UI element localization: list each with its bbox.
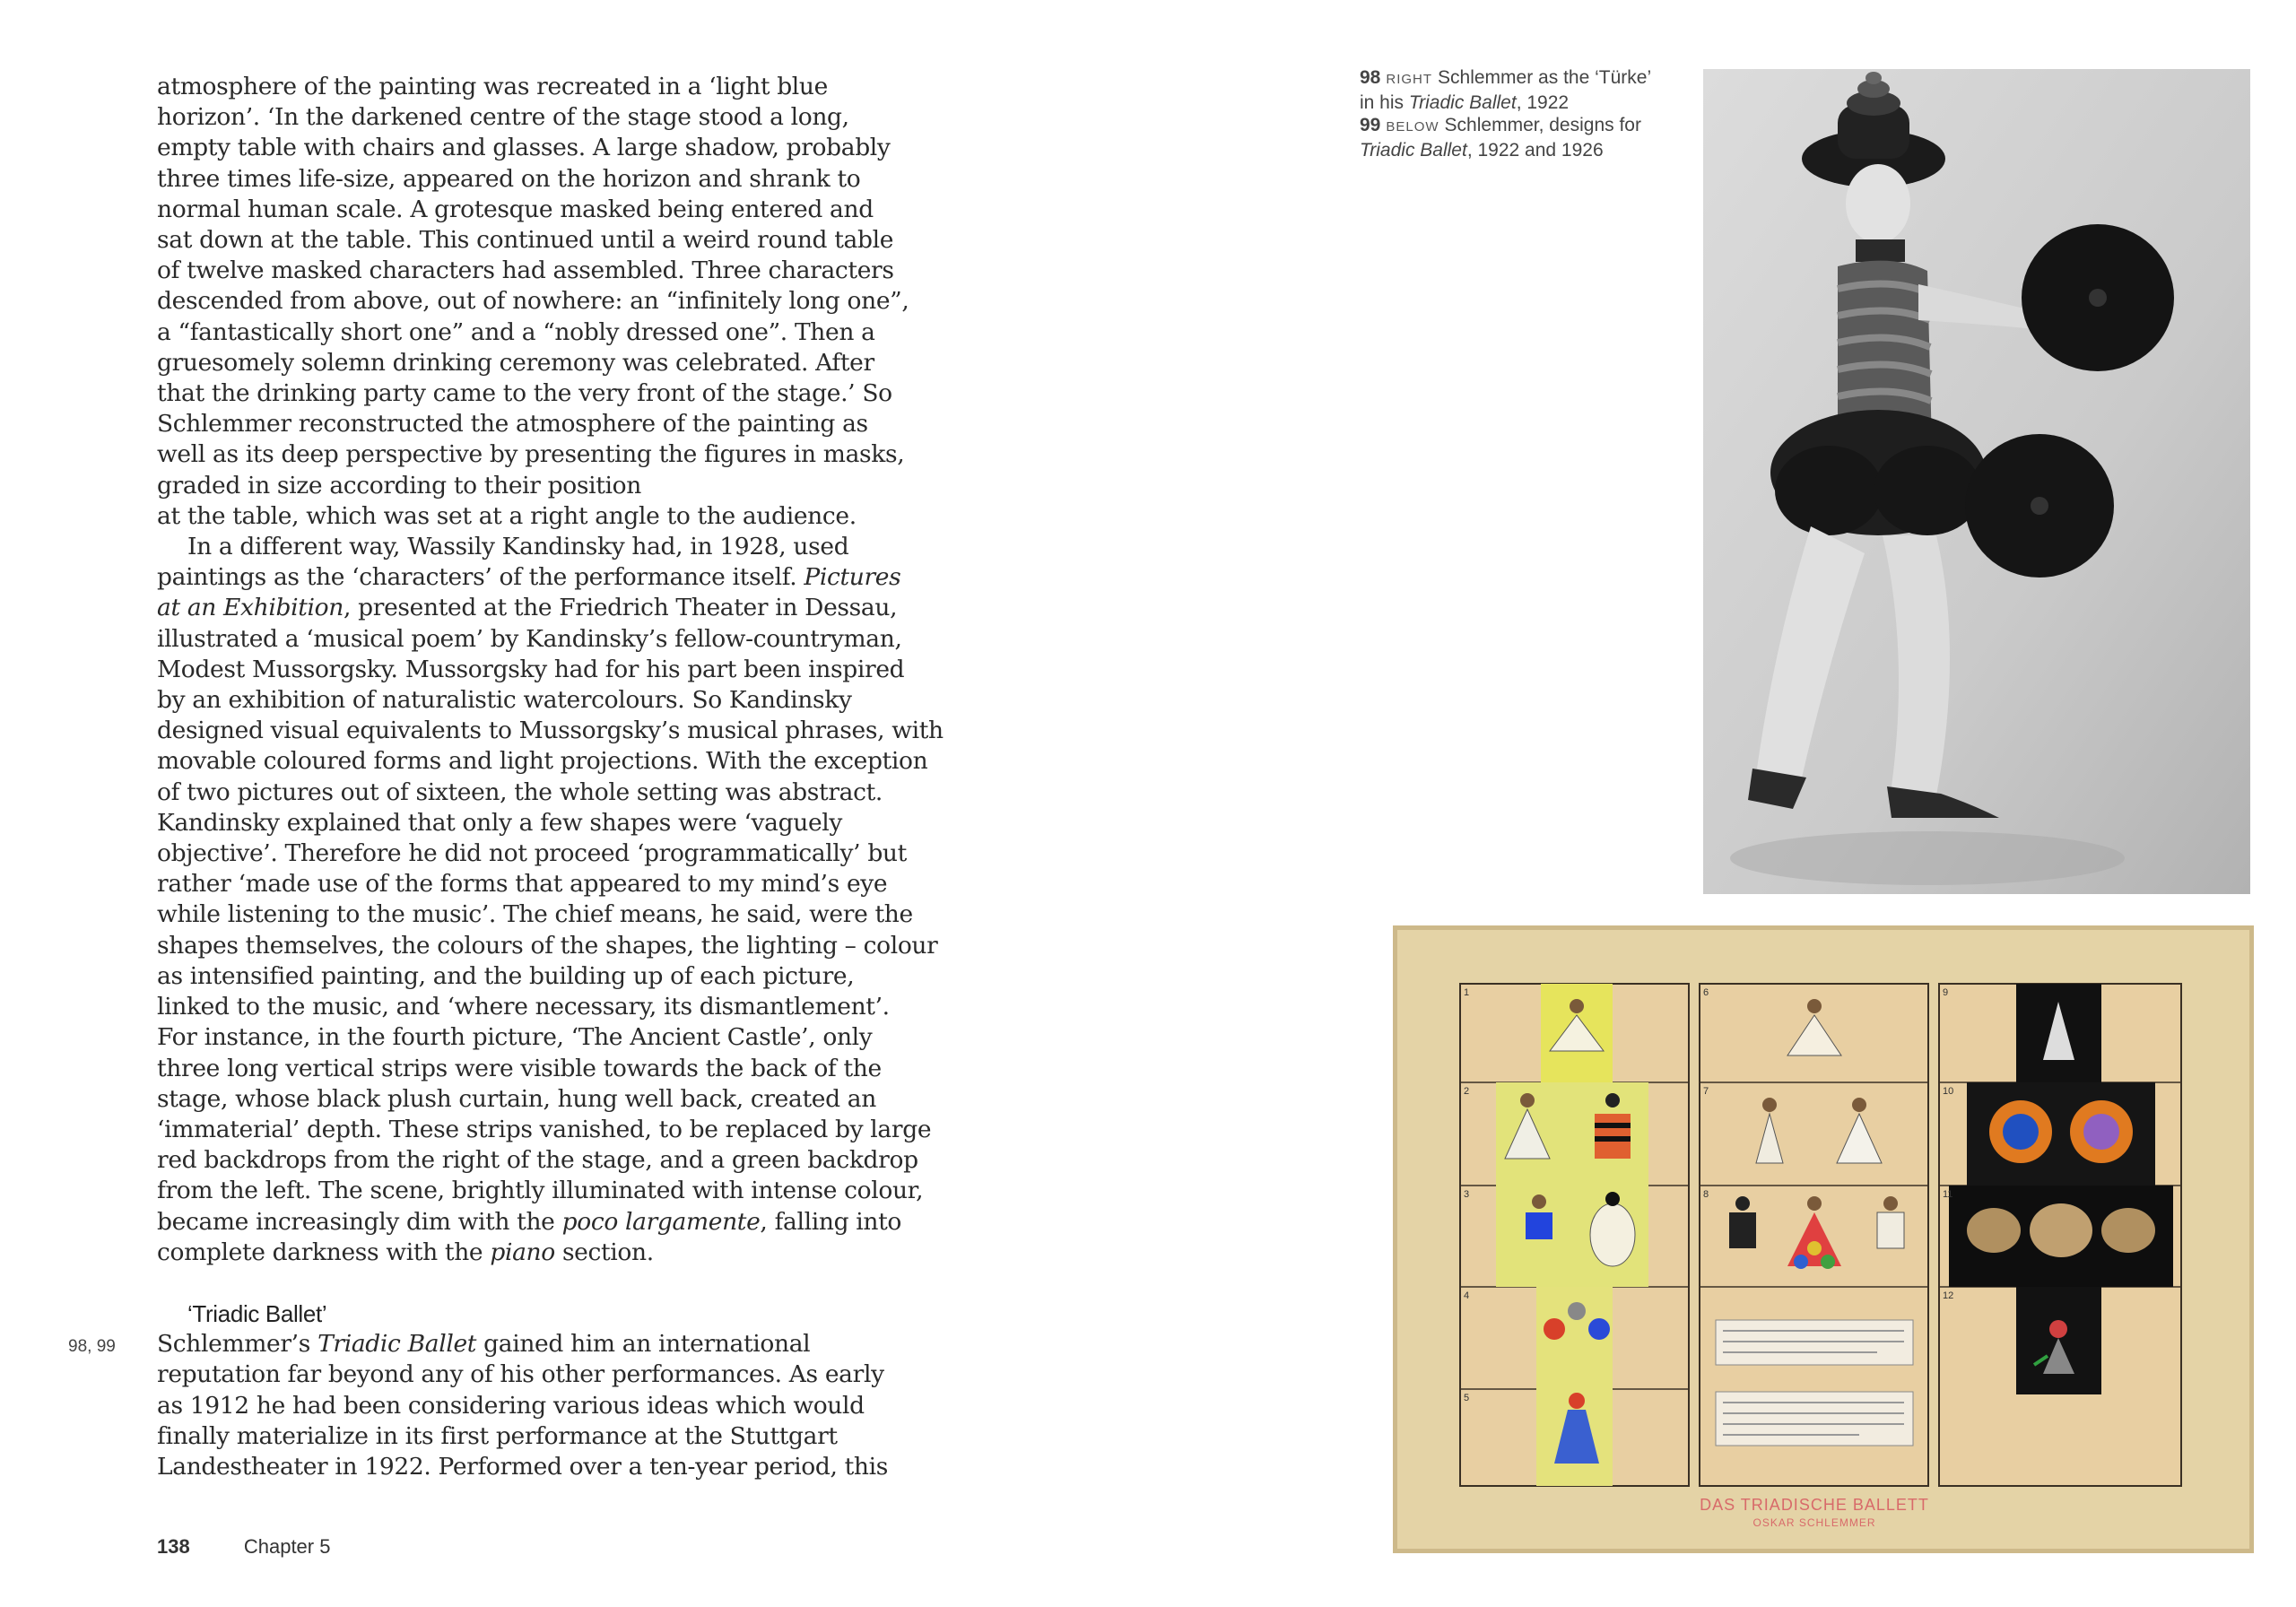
text-span: In a different way, Wassily Kandinsky had, in 1928, used: [187, 533, 849, 561]
p3-line: finally materialize in its first performance at the Stuttgart: [157, 1421, 838, 1450]
p2-line: [157, 593, 946, 623]
costume-design-drawing: [1393, 925, 2254, 1553]
row-number: 4: [1464, 1290, 1470, 1301]
text-span: section.: [561, 1238, 654, 1266]
p2-line: ‘immaterial’ depth. These strips vanished, to be replaced by large: [157, 1115, 932, 1143]
p1-line: empty table with chairs and glasses. A large shadow, probably: [157, 134, 891, 162]
row-number: 1: [1464, 987, 1470, 998]
page-number: 138: [157, 1535, 190, 1558]
figure-direction: BELOW: [1386, 119, 1439, 135]
folio: [157, 1535, 330, 1559]
row-number: 12: [1943, 1290, 1954, 1301]
p1-line: horizon’. ‘In the darkened centre of the stage stood a long,: [157, 103, 849, 132]
p2-line: [157, 1238, 946, 1268]
p1-line: well as its deep perspective by presenting the figures in masks,: [157, 440, 905, 469]
p1-line: graded in size according to their position: [157, 471, 642, 499]
caption-text: Schlemmer as the ‘Türke’ in his: [1360, 67, 1651, 113]
text-span: gained him an international: [483, 1330, 811, 1359]
p2-line: designed visual equivalents to Mussorgsky’s musical phrases, with: [157, 717, 944, 745]
p2-lines: [157, 624, 946, 1207]
text-span: Schlemmer’s: [157, 1330, 311, 1359]
p2-line: three long vertical strips were visible towards the back of the: [157, 1054, 882, 1082]
p2-line: [157, 562, 946, 593]
p2-line: while listening to the music’. The chief means, he said, were the: [157, 900, 913, 929]
caption-fig-98: [1360, 66, 1656, 114]
row-number: 9: [1943, 987, 1949, 998]
caption-italic: Triadic Ballet: [1408, 91, 1517, 113]
artist-stamp: OSKAR SCHLEMMER: [1752, 1516, 1876, 1529]
p2-line: stage, whose black plush curtain, hung well back, created an: [157, 1084, 876, 1113]
p1-line: sat down at the table. This continued until a weird round table: [157, 226, 894, 255]
paragraph-3: [157, 1329, 946, 1482]
italic-term: poco largamente: [561, 1207, 761, 1236]
caption-text: , 1922 and 1926: [1466, 139, 1604, 161]
p2-line: linked to the music, and ‘where necessary, its dismantlement’.: [157, 993, 890, 1021]
p2-line: [157, 1207, 946, 1238]
italic-title: Pictures: [804, 563, 901, 592]
p1-line: three times life-size, appeared on the horizon and shrank to: [157, 164, 861, 193]
body-text: [157, 72, 946, 1482]
p3-line: as 1912 he had been considering various ideas which would: [157, 1391, 865, 1420]
p2-line: as intensified painting, and the building up of each picture,: [157, 961, 855, 990]
p1-line: descended from above, out of nowhere: an “infinitely long one”,: [157, 287, 909, 316]
p1-line: Schlemmer reconstructed the atmosphere of the painting as: [157, 410, 868, 439]
text-span: paintings as the ‘characters’ of the performance itself.: [157, 563, 797, 592]
p1-line: a “fantastically short one” and a “nobly dressed one”. Then a: [157, 317, 875, 346]
p2-line: from the left. The scene, brightly illuminated with intense colour,: [157, 1177, 924, 1205]
caption-text: Schlemmer, designs for: [1444, 115, 1641, 135]
row-number: 3: [1464, 1189, 1470, 1200]
p2-line: Kandinsky explained that only a few shapes were ‘vaguely: [157, 808, 843, 837]
p3-line: [157, 1329, 946, 1359]
p2-line: shapes themselves, the colours of the shapes, the lighting – colour: [157, 931, 938, 960]
p2-line: For instance, in the fourth picture, ‘The Ancient Castle’, only: [157, 1023, 873, 1052]
caption-italic: Triadic Ballet: [1360, 139, 1467, 161]
design-sheet: [1393, 925, 2254, 1553]
text-span: , falling into: [760, 1207, 902, 1236]
p1-line: normal human scale. A grotesque masked being entered and: [157, 195, 874, 223]
italic-title: at an Exhibition: [157, 594, 344, 622]
p2-line: movable coloured forms and light projections. With the exception: [157, 747, 928, 776]
row-number: 7: [1703, 1086, 1709, 1097]
caption-fig-99: [1360, 114, 1656, 161]
italic-term: piano: [490, 1238, 555, 1266]
text-span: complete darkness with the: [157, 1238, 483, 1266]
figure-caption: [1360, 66, 1656, 161]
row-number: 10: [1943, 1086, 1954, 1097]
p1-line: at the table, which was set at a right angle to the audience.: [157, 501, 857, 530]
dancer-illustration: [1703, 69, 2250, 894]
row-number: 5: [1464, 1393, 1470, 1403]
p1-line: atmosphere of the painting was recreated in a ‘light blue: [157, 73, 828, 100]
text-span: , presented at the Friedrich Theater in Dessau,: [343, 594, 898, 622]
running-footer: Chapter 5: [243, 1535, 331, 1558]
p1-line: of twelve masked characters had assembled. Three characters: [157, 256, 894, 285]
italic-title: Triadic Ballet: [317, 1330, 477, 1359]
caption-text: , 1922: [1516, 91, 1570, 113]
figure-number: 99: [1360, 115, 1381, 135]
row-number: 2: [1464, 1086, 1470, 1097]
p2-line: objective’. Therefore he did not proceed ‘programmatically’ but: [157, 839, 907, 868]
figure-direction: RIGHT: [1386, 72, 1433, 87]
p2-line: Modest Mussorgsky. Mussorgsky had for his part been inspired: [157, 655, 905, 683]
p2-line: rather ‘made use of the forms that appeared to my mind’s eye: [157, 870, 888, 899]
p2-line: red backdrops from the right of the stage, and a green backdrop: [157, 1146, 918, 1175]
paragraph-1: [157, 72, 946, 532]
p3-lines: [157, 1359, 946, 1482]
p2-line: of two pictures out of sixteen, the whole setting was abstract.: [157, 777, 883, 806]
section-heading: ‘Triadic Ballet’: [187, 1299, 327, 1327]
row-number: 8: [1703, 1189, 1709, 1200]
dancer-photo: [1703, 69, 2250, 894]
right-page: [1148, 0, 2296, 1607]
text-span: became increasingly dim with the: [157, 1207, 555, 1236]
row-number: 11: [1943, 1189, 1953, 1200]
p1-line: gruesomely solemn drinking ceremony was celebrated. After: [157, 348, 874, 377]
figure-number: 98: [1360, 67, 1381, 88]
p2-line: [157, 532, 946, 562]
p1-line: that the drinking party came to the very front of the stage.’ So: [157, 379, 892, 408]
figure-reference: 98, 99: [68, 1337, 116, 1356]
title-stamp: DAS TRIADISCHE BALLETT: [1700, 1496, 1929, 1514]
p2-line: by an exhibition of naturalistic watercolours. So Kandinsky: [157, 686, 852, 715]
p3-line: Landestheater in 1922. Performed over a ten-year period, this: [157, 1452, 889, 1481]
paragraph-2: [157, 532, 946, 1268]
p3-line: reputation far beyond any of his other performances. As early: [157, 1360, 884, 1389]
p2-line: illustrated a ‘musical poem’ by Kandinsky’s fellow-countryman,: [157, 624, 902, 653]
row-number: 6: [1703, 987, 1709, 998]
